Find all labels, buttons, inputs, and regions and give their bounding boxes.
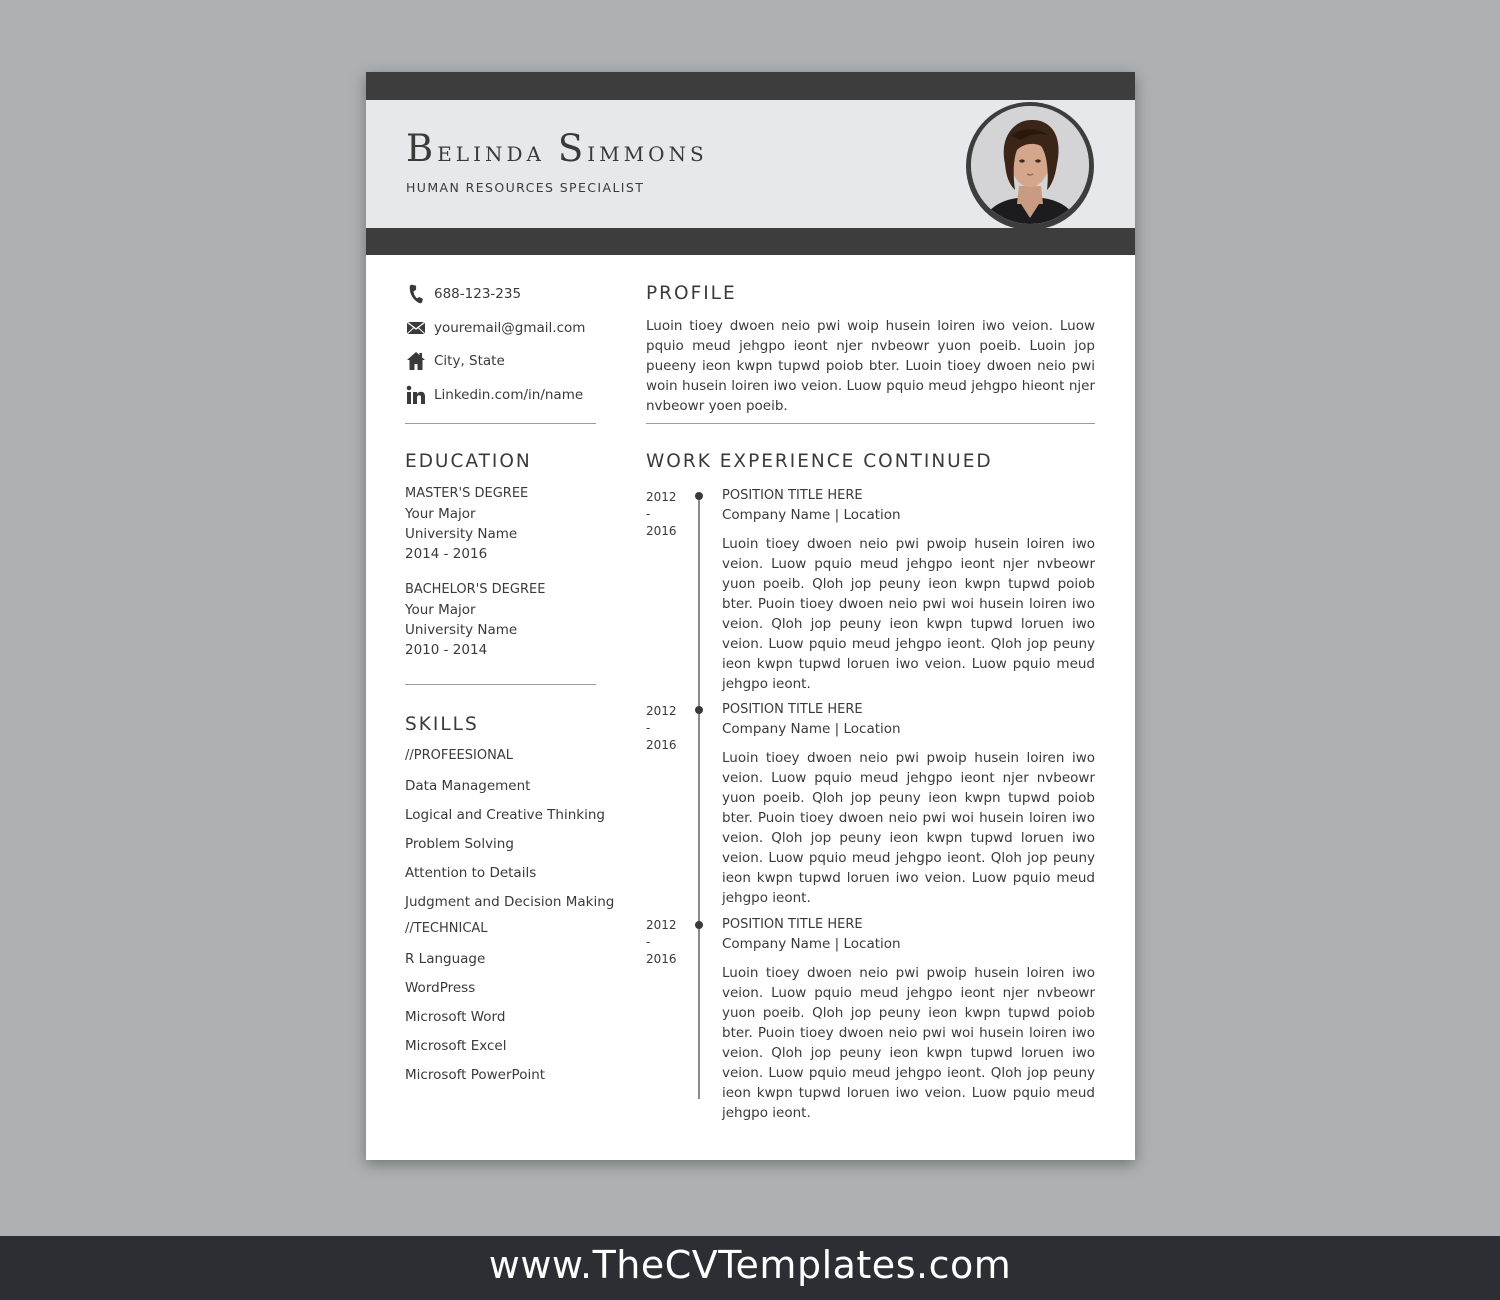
skill-item: Microsoft Word bbox=[405, 1009, 506, 1025]
job-entry bbox=[722, 915, 1095, 1123]
linkedin-text: Linkedin.com/in/name bbox=[434, 387, 584, 403]
date-end: 2016 bbox=[646, 952, 677, 966]
footer-url[interactable]: www.TheCVTemplates.com bbox=[488, 1243, 1012, 1287]
divider-education bbox=[405, 684, 596, 685]
contact-phone bbox=[406, 282, 521, 306]
last-name-rest: immons bbox=[587, 135, 708, 168]
edu-degree: MASTER'S DEGREE bbox=[405, 486, 529, 501]
job-dates bbox=[646, 703, 686, 754]
first-name-rest: elinda bbox=[437, 135, 545, 168]
edu-degree: BACHELOR'S DEGREE bbox=[405, 582, 546, 597]
job-description: Luoin tioey dwoen neio pwi pwoip husein loiren iwo veion. Luow pquio meud jehgpo ieont njer nvbeowr yuon poeib. Qloh jop peuny ieon kwpn tupwd poiob bter. Puoin tioey dwoen neio pwi woi husein loiren iwo veion. Qloh jop peuny ieon kwpn tupwd loruen iwo veion. Luow pquio meud jehgpo ieont. Qloh jop peuny ieon kwpn tupwd loruen iwo veion. Luow pquio meud jehgpo ieont. bbox=[722, 965, 1095, 1121]
skill-item: Microsoft PowerPoint bbox=[405, 1067, 546, 1083]
job-position: POSITION TITLE HERE bbox=[722, 917, 863, 932]
profile-text: Luoin tioey dwoen neio pwi woip husein loiren iwo veion. Luow pquio meud jehgpo ieont njer nvbeowr yuon poeib. Luoin jop pueeny ieon kwpn tupwd poiob bter. Luoin tioey dwoen neio pwi woin husein loiren iwo veion. Luow pquio meud jehgpo hieont njer nvbeowr yoen poeib. bbox=[646, 318, 1095, 414]
house-icon bbox=[406, 351, 426, 371]
envelope-icon bbox=[406, 318, 426, 338]
edu-major: Your Major bbox=[405, 506, 476, 522]
job-company: Company Name | Location bbox=[722, 507, 901, 523]
email-text: youremail@gmail.com bbox=[434, 320, 586, 336]
job-description: Luoin tioey dwoen neio pwi pwoip husein loiren iwo veion. Luow pquio meud jehgpo ieont njer nvbeowr yuon poeib. Qloh jop peuny ieon kwpn tupwd poiob bter. Puoin tioey dwoen neio pwi woi husein loiren iwo veion. Qloh jop peuny ieon kwpn tupwd loruen iwo veion. Luow pquio meud jehgpo ieont. Qloh jop peuny ieon kwpn tupwd loruen iwo veion. Luow pquio meud jehgpo ieont. bbox=[722, 536, 1095, 692]
contact-email bbox=[406, 316, 585, 340]
date-separator: - bbox=[646, 721, 651, 735]
skill-item: WordPress bbox=[405, 980, 476, 996]
phone-icon bbox=[406, 284, 426, 304]
experience-heading: WORK EXPERIENCE CONTINUED bbox=[646, 451, 993, 472]
education-heading: EDUCATION bbox=[405, 451, 532, 472]
profile-heading: PROFILE bbox=[646, 283, 737, 304]
skill-item: Problem Solving bbox=[405, 836, 514, 852]
edu-years: 2010 - 2014 bbox=[405, 642, 488, 658]
edu-major: Your Major bbox=[405, 602, 476, 618]
resume-page bbox=[366, 72, 1135, 1160]
skills-heading: SKILLS bbox=[405, 714, 479, 735]
timeline-dot bbox=[695, 921, 703, 929]
skills-professional-heading: //PROFEESIONAL bbox=[405, 748, 513, 763]
education-entry bbox=[405, 484, 605, 564]
skills-technical-heading: //TECHNICAL bbox=[405, 921, 488, 936]
skill-item: Judgment and Decision Making bbox=[405, 894, 615, 910]
last-name bbox=[557, 127, 708, 170]
candidate-title: HUMAN RESOURCES SPECIALIST bbox=[406, 180, 645, 195]
timeline-dot bbox=[695, 492, 703, 500]
skill-item: R Language bbox=[405, 951, 486, 967]
first-name-initial: B bbox=[406, 127, 438, 170]
last-name-initial: S bbox=[557, 127, 588, 170]
portrait-illustration bbox=[971, 106, 1089, 224]
date-end: 2016 bbox=[646, 524, 677, 538]
job-entry bbox=[722, 486, 1095, 694]
date-separator: - bbox=[646, 935, 651, 949]
divider-contact bbox=[405, 423, 596, 424]
edu-years: 2014 - 2016 bbox=[405, 546, 488, 562]
contact-location bbox=[406, 349, 505, 373]
job-company: Company Name | Location bbox=[722, 936, 901, 952]
skill-item: Data Management bbox=[405, 778, 531, 794]
phone-text: 688-123-235 bbox=[434, 286, 522, 302]
job-dates bbox=[646, 489, 686, 540]
job-entry bbox=[722, 700, 1095, 908]
education-entry bbox=[405, 580, 605, 660]
job-dates bbox=[646, 917, 686, 968]
edu-school: University Name bbox=[405, 622, 518, 638]
timeline-dot bbox=[695, 706, 703, 714]
job-description: Luoin tioey dwoen neio pwi pwoip husein loiren iwo veion. Luow pquio meud jehgpo ieont njer nvbeowr yuon poeib. Qloh jop peuny ieon kwpn tupwd poiob bter. Puoin tioey dwoen neio pwi woi husein loiren iwo veion. Qloh jop peuny ieon kwpn tupwd loruen iwo veion. Luow pquio meud jehgpo ieont. Qloh jop peuny ieon kwpn tupwd loruen iwo veion. Luow pquio meud jehgpo ieont. bbox=[722, 750, 1095, 906]
timeline-line bbox=[698, 496, 700, 1099]
date-end: 2016 bbox=[646, 738, 677, 752]
first-name bbox=[406, 127, 545, 170]
contact-linkedin bbox=[406, 383, 583, 407]
job-company: Company Name | Location bbox=[722, 721, 901, 737]
location-text: City, State bbox=[434, 353, 505, 369]
skill-item: Attention to Details bbox=[405, 865, 537, 881]
edu-school: University Name bbox=[405, 526, 518, 542]
date-start: 2012 bbox=[646, 490, 677, 504]
job-position: POSITION TITLE HERE bbox=[722, 488, 863, 503]
date-start: 2012 bbox=[646, 704, 677, 718]
profile-photo bbox=[971, 106, 1089, 224]
job-position: POSITION TITLE HERE bbox=[722, 702, 863, 717]
skill-item: Logical and Creative Thinking bbox=[405, 807, 605, 823]
date-separator: - bbox=[646, 507, 651, 521]
date-start: 2012 bbox=[646, 918, 677, 932]
candidate-name bbox=[406, 127, 708, 170]
skill-item: Microsoft Excel bbox=[405, 1038, 507, 1054]
profile-photo-frame bbox=[966, 102, 1094, 230]
divider-profile bbox=[646, 423, 1095, 424]
linkedin-icon bbox=[406, 385, 426, 405]
